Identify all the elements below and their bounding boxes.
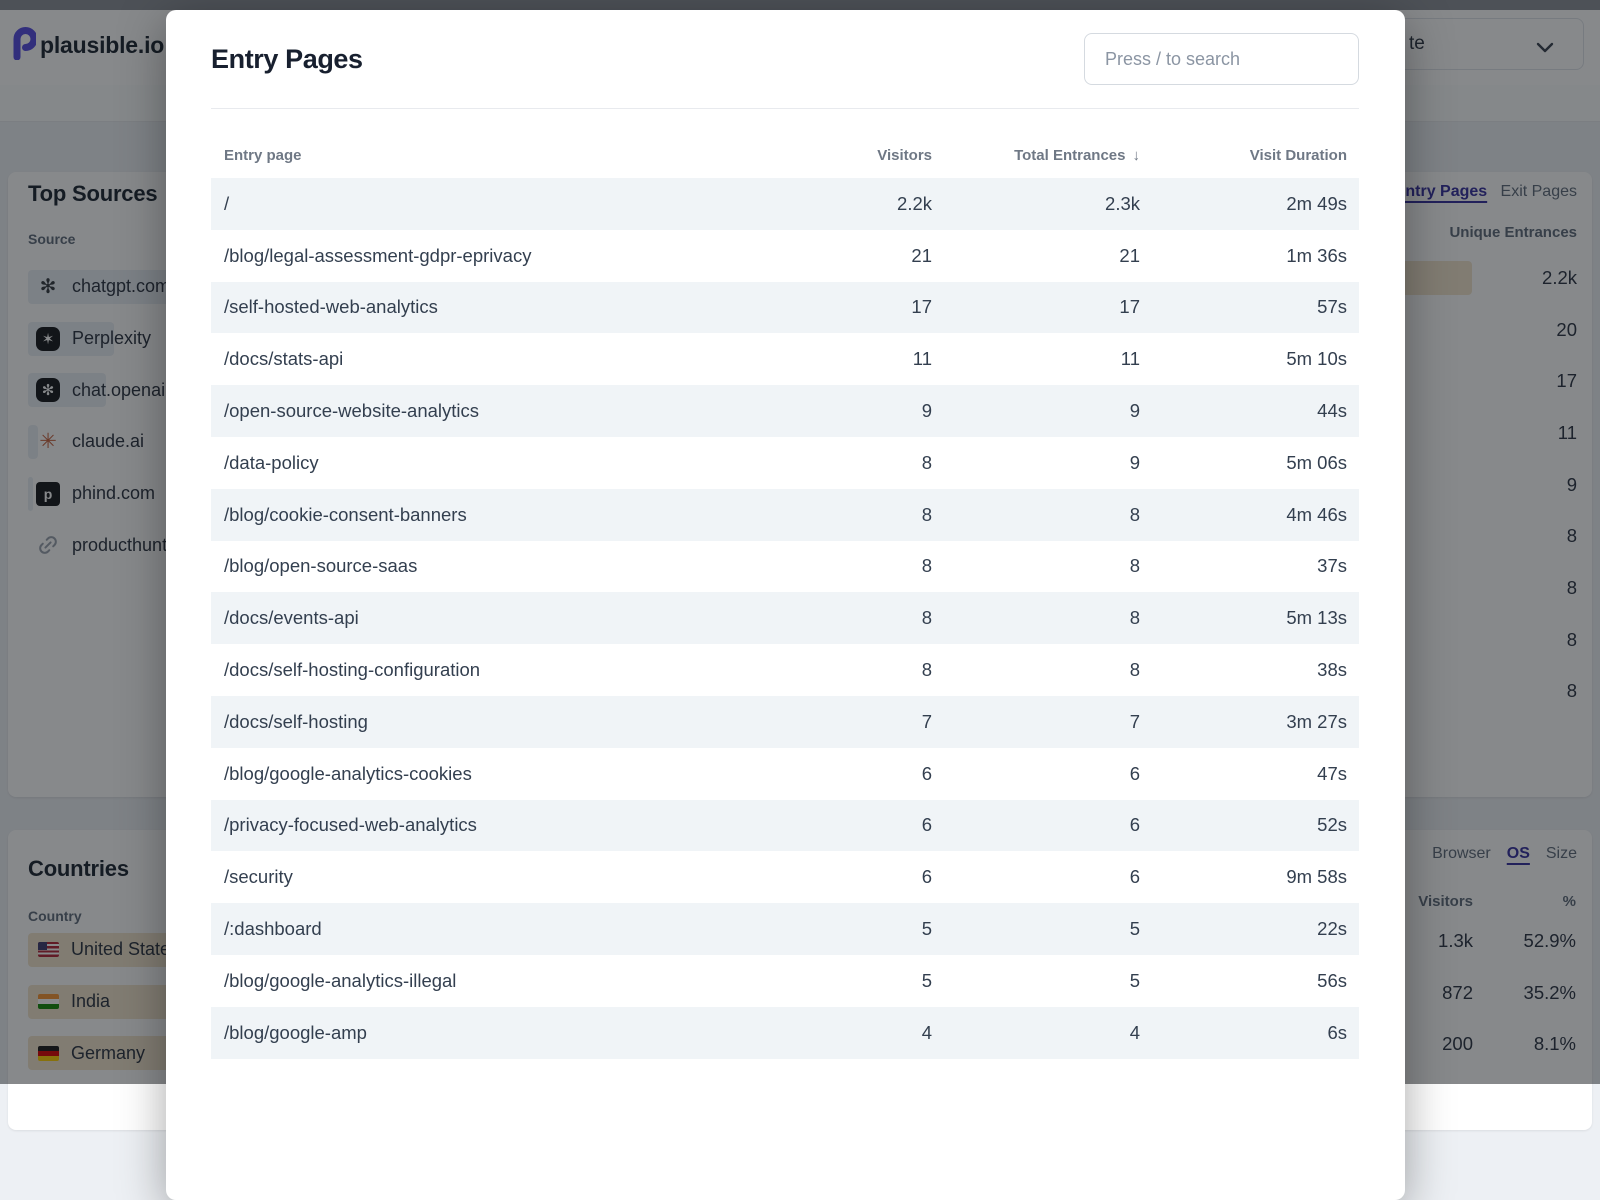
table-row [211,489,1359,541]
visitors-cell: 8 [752,607,932,629]
visitors-cell: 2.2k [752,193,932,215]
table-header-row [211,109,1359,178]
visit-duration-cell: 47s [1140,763,1359,785]
visit-duration-cell: 9m 58s [1140,866,1359,888]
total-entrances-cell: 9 [932,452,1140,474]
table-row [211,644,1359,696]
visit-duration-cell: 56s [1140,970,1359,992]
table-row [211,592,1359,644]
entry-page-cell[interactable]: /blog/open-source-saas [211,555,752,577]
entry-pages-table-body [211,178,1359,1059]
total-entrances-cell: 5 [932,970,1140,992]
visit-duration-cell: 22s [1140,918,1359,940]
search-input[interactable] [1084,33,1359,85]
visitors-cell: 8 [752,659,932,681]
entry-page-cell[interactable]: /:dashboard [211,918,752,940]
visitors-cell: 4 [752,1022,932,1044]
entry-page-cell[interactable]: /docs/self-hosting-configuration [211,659,752,681]
table-row [211,230,1359,282]
table-row [211,748,1359,800]
table-row [211,437,1359,489]
visit-duration-cell: 52s [1140,814,1359,836]
sort-descending-icon: ↓ [1133,147,1141,164]
visit-duration-cell: 6s [1140,1022,1359,1044]
visitors-cell: 8 [752,504,932,526]
entry-page-cell[interactable]: /data-policy [211,452,752,474]
table-row [211,903,1359,955]
entry-page-cell[interactable]: /privacy-focused-web-analytics [211,814,752,836]
table-row [211,282,1359,334]
visit-duration-cell: 4m 46s [1140,504,1359,526]
table-row [211,800,1359,852]
entry-page-cell[interactable]: /blog/google-analytics-cookies [211,763,752,785]
entry-page-cell[interactable]: /docs/stats-api [211,348,752,370]
modal-header [211,10,1359,108]
visitors-cell: 8 [752,555,932,577]
visit-duration-cell: 3m 27s [1140,711,1359,733]
total-entrances-cell: 17 [932,296,1140,318]
table-row [211,333,1359,385]
entry-pages-modal [166,10,1405,1200]
visitors-cell: 6 [752,763,932,785]
entry-page-cell[interactable]: /blog/legal-assessment-gdpr-eprivacy [211,245,752,267]
table-row [211,851,1359,903]
visitors-cell: 6 [752,814,932,836]
total-entrances-cell: 8 [932,607,1140,629]
visit-duration-cell: 5m 06s [1140,452,1359,474]
visit-duration-cell: 5m 13s [1140,607,1359,629]
entry-page-cell[interactable]: /blog/google-amp [211,1022,752,1044]
visitors-cell: 11 [752,348,932,370]
visitors-cell: 7 [752,711,932,733]
total-entrances-cell: 2.3k [932,193,1140,215]
visitors-cell: 9 [752,400,932,422]
total-entrances-cell: 4 [932,1022,1140,1044]
table-row [211,955,1359,1007]
total-entrances-cell: 6 [932,814,1140,836]
visitors-cell: 6 [752,866,932,888]
total-entrances-cell: 8 [932,659,1140,681]
entry-page-cell[interactable]: /open-source-website-analytics [211,400,752,422]
total-entrances-cell: 11 [932,348,1140,370]
total-entrances-cell: 8 [932,555,1140,577]
total-entrances-cell: 21 [932,245,1140,267]
table-row [211,541,1359,593]
visit-duration-column-header[interactable]: Visit Duration [1140,147,1359,164]
entry-page-cell[interactable]: /security [211,866,752,888]
entry-page-cell[interactable]: /docs/self-hosting [211,711,752,733]
total-entrances-column-header[interactable]: Total Entrances ↓ [932,147,1140,164]
visit-duration-cell: 57s [1140,296,1359,318]
table-row [211,385,1359,437]
total-entrances-cell: 7 [932,711,1140,733]
total-entrances-cell: 8 [932,504,1140,526]
visitors-column-header[interactable]: Visitors [752,147,932,164]
total-entrances-cell: 5 [932,918,1140,940]
visitors-cell: 21 [752,245,932,267]
modal-title: Entry Pages [211,44,363,75]
entry-page-cell[interactable]: /blog/google-analytics-illegal [211,970,752,992]
visitors-cell: 8 [752,452,932,474]
table-row [211,1007,1359,1059]
table-row [211,178,1359,230]
visit-duration-cell: 38s [1140,659,1359,681]
entry-page-cell[interactable]: /docs/events-api [211,607,752,629]
visit-duration-cell: 5m 10s [1140,348,1359,370]
visit-duration-cell: 2m 49s [1140,193,1359,215]
entry-page-cell[interactable]: / [211,193,752,215]
visitors-cell: 5 [752,970,932,992]
total-entrances-cell: 9 [932,400,1140,422]
entry-page-column-header: Entry page [211,147,752,164]
visitors-cell: 17 [752,296,932,318]
visit-duration-cell: 1m 36s [1140,245,1359,267]
entry-page-cell[interactable]: /blog/cookie-consent-banners [211,504,752,526]
visit-duration-cell: 37s [1140,555,1359,577]
visitors-cell: 5 [752,918,932,940]
total-entrances-cell: 6 [932,866,1140,888]
visit-duration-cell: 44s [1140,400,1359,422]
table-row [211,696,1359,748]
entry-page-cell[interactable]: /self-hosted-web-analytics [211,296,752,318]
total-entrances-cell: 6 [932,763,1140,785]
